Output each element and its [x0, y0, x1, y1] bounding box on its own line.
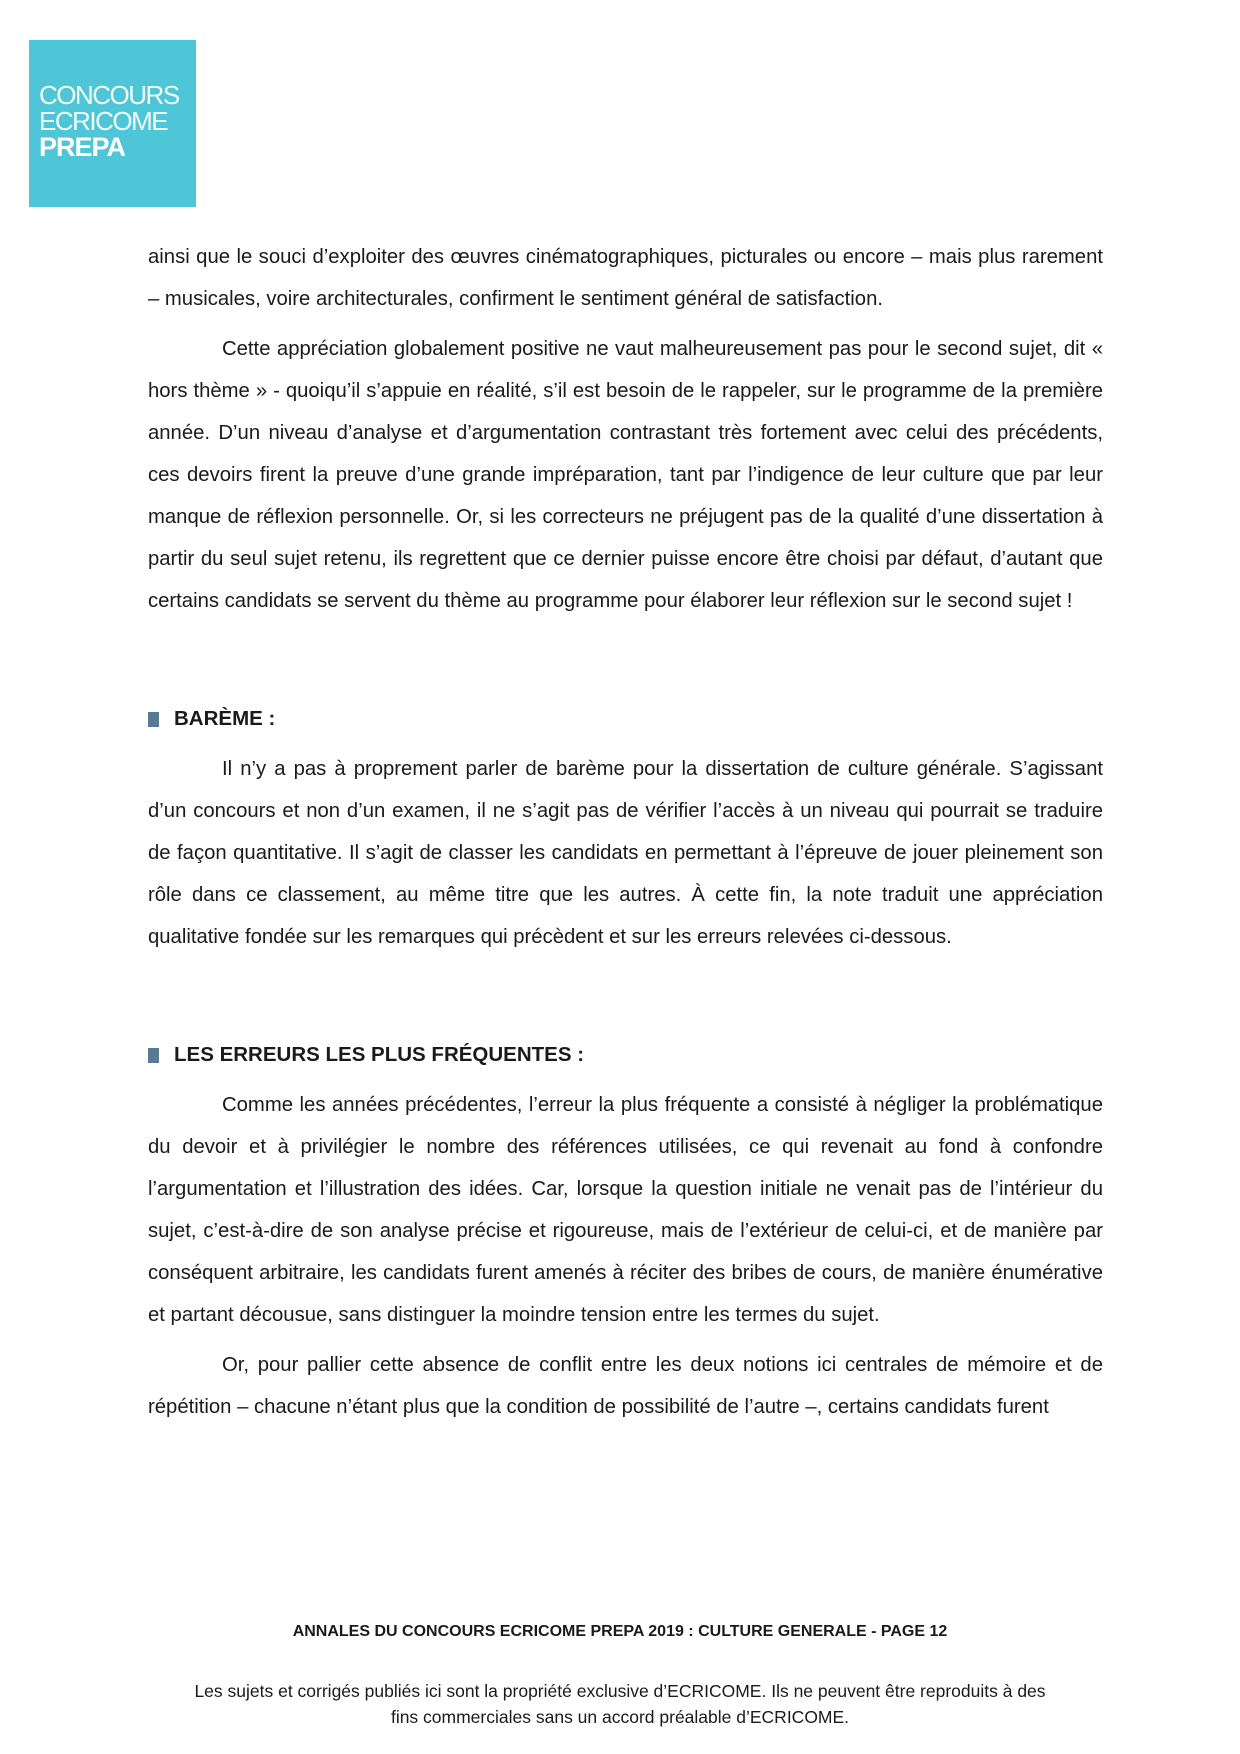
- logo-line-concours: CONCOURS: [39, 80, 179, 110]
- paragraph-erreurs-1: Comme les années précédentes, l’erreur la plus fréquente a consisté à négliger la problématique du devoir et à privilégier le nombre des références utilisées, ce qui revenait au fond à confondre l’argumentation et l’illustration des idées. Car, lorsque la question initiale ne venait pas de l’intérieur du sujet, c’est-à-dire de son analyse précise et rigoureuse, mais de l’extérieur de celui-ci, et de manière par conséquent arbitraire, les candidats furent amenés à réciter des bribes de cours, de manière énumérative et partant décousue, sans distinguer la moindre tension entre les termes du sujet.: [148, 1094, 1103, 1326]
- section-heading-bareme: [148, 698, 1103, 740]
- logo-line-ecricome: ECRICOME: [39, 106, 168, 136]
- logo-line-prepa: PREPA: [39, 132, 126, 162]
- section-heading-erreurs: [148, 1034, 1103, 1076]
- heading-text-bareme: BARÈME :: [174, 707, 276, 730]
- footer-note-line-1: Les sujets et corrigés publiés ici sont la propriété exclusive d’ECRICOME. Ils ne peuvent être reproduits à des: [194, 1681, 1046, 1701]
- document-body: [148, 236, 1103, 1428]
- footer-copyright-note: [150, 1678, 1090, 1730]
- paragraph-bareme: Il n’y a pas à proprement parler de barème pour la dissertation de culture générale. S’agissant d’un concours et non d’un examen, il ne s’agit pas de vérifier l’accès à un niveau qui pourrait se traduire de façon quantitative. Il s’agit de classer les candidats en permettant à l’épreuve de jouer pleinement son rôle dans ce classement, au même titre que les autres. À cette fin, la note traduit une appréciation qualitative fondée sur les remarques qui précèdent et sur les erreurs relevées ci-dessous.: [148, 758, 1103, 948]
- paragraph-erreurs-2: Or, pour pallier cette absence de conflit entre les deux notions ici centrales de mémoire et de répétition – chacune n’étant plus que la condition de possibilité de l’autre –, certains candidats furent: [148, 1354, 1103, 1418]
- footer-note-line-2: fins commerciales sans un accord préalable d’ECRICOME.: [390, 1707, 850, 1727]
- heading-text-erreurs: LES ERREURS LES PLUS FRÉQUENTES :: [174, 1043, 585, 1066]
- footer-page-title: ANNALES DU CONCOURS ECRICOME PREPA 2019 : CULTURE GENERALE - PAGE 12: [292, 1623, 948, 1640]
- ecricome-logo: [29, 40, 196, 207]
- paragraph-intro-continuation: ainsi que le souci d’exploiter des œuvres cinématographiques, picturales ou encore – mais plus rarement – musicales, voire architecturales, confirment le sentiment général de satisfaction.: [148, 246, 1103, 310]
- paragraph-hors-theme: Cette appréciation globalement positive ne vaut malheureusement pas pour le second sujet, dit « hors thème » - quoiqu’il s’appuie en réalité, s’il est besoin de le rappeler, sur le programme de la première année. D’un niveau d’analyse et d’argumentation contrastant très fortement avec celui des précédents, ces devoirs firent la preuve d’une grande impréparation, tant par l’indigence de leur culture que par leur manque de réflexion personnelle. Or, si les correcteurs ne préjugent pas de la qualité d’une dissertation à partir du seul sujet retenu, ils regrettent que ce dernier puisse encore être choisi par défaut, d’autant que certains candidats se servent du thème au programme pour élaborer leur réflexion sur le second sujet !: [148, 338, 1103, 612]
- square-bullet-icon: [148, 712, 159, 727]
- square-bullet-icon: [148, 1048, 159, 1063]
